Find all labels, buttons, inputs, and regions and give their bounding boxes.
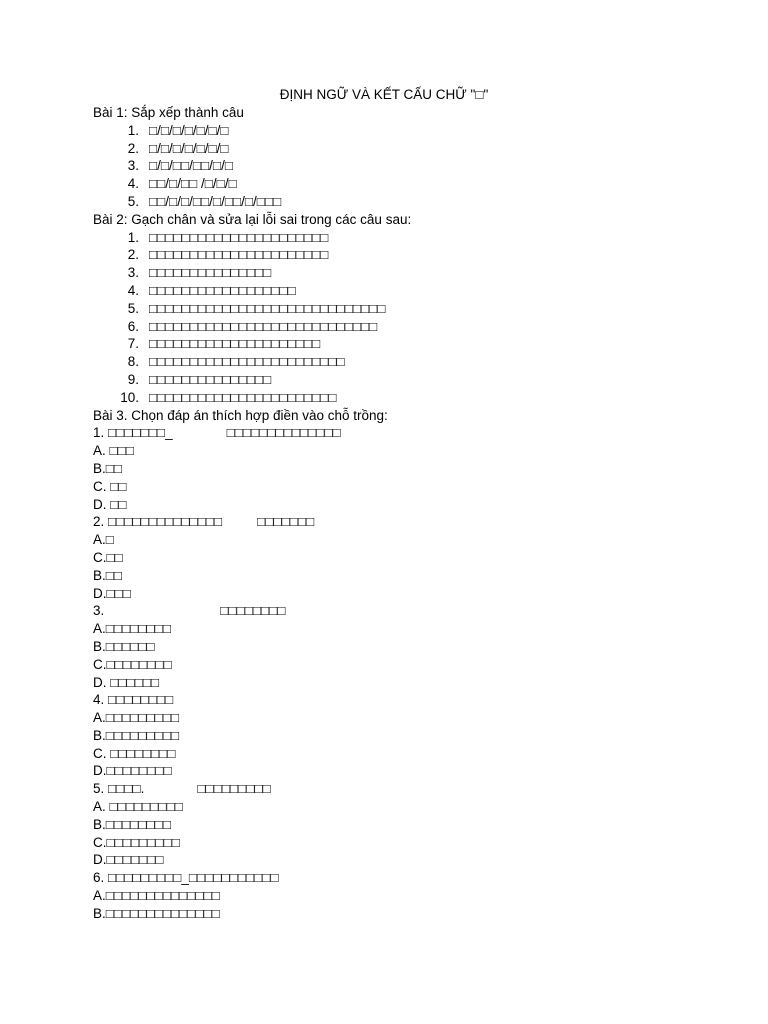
answer-option: A.□□□□□□□□□ xyxy=(93,710,180,726)
stem-right: □□□□□□□□□□□□□□ xyxy=(226,425,341,441)
item-text: □□/□/□/□□/□/□□/□/□□□ xyxy=(149,193,282,209)
item-text: □□□□□□□□□□□□□□□ xyxy=(149,265,272,281)
answer-option: A.□□□□□□□□ xyxy=(93,621,171,637)
stem-left: 2. □□□□□□□□□□□□□□ xyxy=(93,514,223,530)
answer-option: B.□□□□□□□□□ xyxy=(93,727,180,743)
answer-option: C. □□ xyxy=(93,478,127,494)
item-number: 5. xyxy=(127,300,139,316)
list-item xyxy=(93,264,733,282)
answer-option: D. □□□□□□ xyxy=(93,674,160,690)
list-item xyxy=(93,246,733,264)
answer-option: C.□□ xyxy=(93,549,123,565)
item-text: □□□□□□□□□□□□□□□□□□□□□□ xyxy=(149,229,329,245)
section2-list xyxy=(93,229,733,407)
item-number: 1. xyxy=(127,122,139,138)
stem-left: 1. □□□□□□□_ xyxy=(93,425,173,441)
item-text: □/□/□/□/□/□/□ xyxy=(149,122,229,138)
answer-option: D. □□ xyxy=(93,496,127,512)
answer-option: D.□□□□□□□ xyxy=(93,852,164,868)
stem-left: 3. xyxy=(93,603,105,619)
section2-heading: Bài 2: Gạch chân và sửa lại lỗi sai trong các câu sau: xyxy=(93,211,412,227)
list-item xyxy=(93,353,733,371)
question-stem xyxy=(93,869,733,887)
document-title: ĐỊNH NGỮ VÀ KẾT CẤU CHỮ "□" xyxy=(279,87,489,102)
item-text: □□□□□□□□□□□□□□□□□□□□□□□□□□□□□ xyxy=(149,300,386,316)
stem-right: □□□□□□□ xyxy=(257,514,315,530)
list-item xyxy=(93,389,733,407)
list-item xyxy=(93,193,733,211)
section1-heading: Bài 1: Sắp xếp thành câu xyxy=(93,105,244,120)
answer-option: B.□□ xyxy=(93,460,123,476)
item-number: 9. xyxy=(127,371,139,387)
item-number: 4. xyxy=(127,176,139,192)
question-stem xyxy=(93,424,733,442)
answer-option: B.□□□□□□□□□□□□□□ xyxy=(93,905,220,921)
answer-option: B.□□□□□□□□ xyxy=(93,816,171,832)
item-text: □□/□/□□ /□/□/□ xyxy=(149,176,237,192)
answer-option: C. □□□□□□□□ xyxy=(93,745,176,761)
item-number: 8. xyxy=(127,354,139,370)
question-stem xyxy=(93,691,733,709)
question-stem xyxy=(93,780,733,798)
item-number: 10. xyxy=(120,389,139,405)
answer-option: A.□□□□□□□□□□□□□□ xyxy=(93,888,220,904)
answer-option: D.□□□ xyxy=(93,585,131,601)
list-item xyxy=(93,229,733,247)
list-item xyxy=(93,335,733,353)
answer-option: A.□ xyxy=(93,532,114,548)
list-item xyxy=(93,122,733,140)
item-text: □□□□□□□□□□□□□□□□□□□□□□□□ xyxy=(149,354,345,370)
item-number: 5. xyxy=(127,193,139,209)
item-number: 2. xyxy=(127,140,139,156)
stem-right: □□□□□□□□□ xyxy=(197,781,271,797)
list-item xyxy=(93,157,733,175)
item-text: □□□□□□□□□□□□□□□□□□□□□□□ xyxy=(149,389,337,405)
list-item xyxy=(93,371,733,389)
item-text: □□□□□□□□□□□□□□□□□□□□□□ xyxy=(149,247,329,263)
stem-left: 5. □□□□. xyxy=(93,781,145,797)
item-number: 6. xyxy=(127,318,139,334)
item-number: 2. xyxy=(127,247,139,263)
list-item xyxy=(93,318,733,336)
item-text: □□□□□□□□□□□□□□□□□□□□□ xyxy=(149,336,321,352)
question-stem xyxy=(93,602,733,620)
section3-heading: Bài 3. Chọn đáp án thích hợp điền vào chỗ trồng: xyxy=(93,407,388,423)
list-item xyxy=(93,300,733,318)
answer-option: B.□□ xyxy=(93,567,123,583)
item-text: □□□□□□□□□□□□□□□□□□□□□□□□□□□□ xyxy=(149,318,378,334)
list-item xyxy=(93,282,733,300)
list-item xyxy=(93,175,733,193)
item-number: 4. xyxy=(127,282,139,298)
item-number: 3. xyxy=(127,158,139,174)
answer-option: D.□□□□□□□□ xyxy=(93,763,172,779)
item-text: □□□□□□□□□□□□□□□ xyxy=(149,371,272,387)
answer-option: C.□□□□□□□□ xyxy=(93,656,172,672)
stem-left: 4. □□□□□□□□ xyxy=(93,692,174,708)
item-number: 7. xyxy=(127,336,139,352)
section1-list xyxy=(93,122,733,211)
item-number: 3. xyxy=(127,265,139,281)
question-stem xyxy=(93,513,733,531)
item-number: 1. xyxy=(127,229,139,245)
item-text: □□□□□□□□□□□□□□□□□□ xyxy=(149,282,296,298)
answer-option: B.□□□□□□ xyxy=(93,638,155,654)
item-text: □/□/□/□/□/□/□ xyxy=(149,140,229,156)
answer-option: A. □□□□□□□□□ xyxy=(93,799,183,815)
item-text: □/□/□□/□□/□/□ xyxy=(149,158,233,174)
answer-option: C.□□□□□□□□□ xyxy=(93,834,180,850)
answer-option: A. □□□ xyxy=(93,443,134,459)
stem-left: 6. □□□□□□□□□_□□□□□□□□□□□ xyxy=(93,870,279,886)
list-item xyxy=(93,140,733,158)
stem-right: □□□□□□□□ xyxy=(220,603,286,619)
document-body xyxy=(93,104,733,923)
